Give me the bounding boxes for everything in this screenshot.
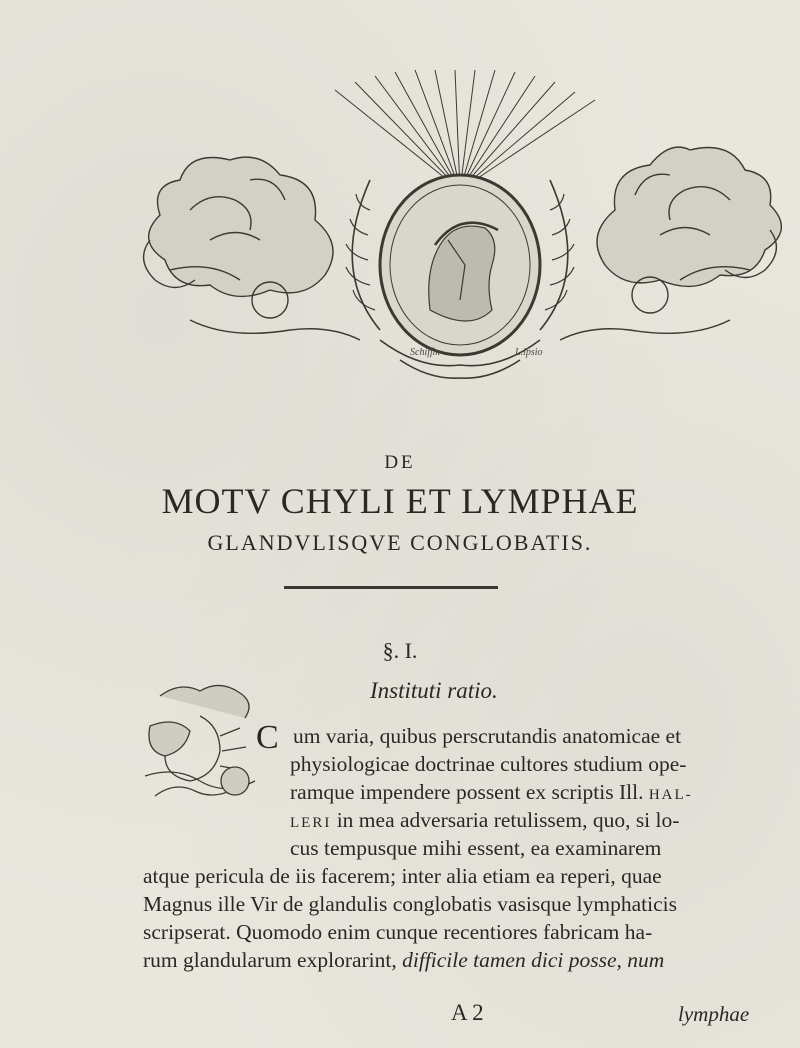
- body-line-9: [143, 948, 664, 973]
- author-name-part1: HAL-: [648, 787, 693, 803]
- engraver-signature-right: L.ipsio: [515, 347, 543, 358]
- body-line-3: [290, 780, 693, 805]
- body-line-9-text: rum glandularum explorarint,: [143, 948, 397, 972]
- title-de: DE: [384, 452, 416, 473]
- body-line-6: atque pericula de iis facerem; inter alia etiam ea reperi, quae: [143, 864, 662, 888]
- body-line-5: cus tempusque mihi essent, ea examinarem: [290, 836, 662, 860]
- body-line-9-italic: difficile tamen dici posse, num: [402, 948, 665, 972]
- drop-cap: C: [256, 719, 279, 756]
- body-line-4-text: in mea adversaria retulissem, quo, si lo-: [336, 808, 680, 832]
- body-line-2: physiologicae doctrinae cultores studium ope-: [290, 752, 687, 776]
- catchword: lymphae: [678, 1002, 750, 1026]
- ornamental-initial-engraving: [140, 676, 270, 806]
- body-line-4: [290, 808, 679, 833]
- body-line-1: um varia, quibus perscrutandis anatomicae et: [293, 724, 682, 748]
- body-line-3-text: ramque impendere possent ex scriptis Ill.: [290, 780, 644, 804]
- divider-rule: [284, 586, 498, 589]
- section-title: Instituti ratio.: [370, 678, 498, 703]
- cloud-scroll-right: [560, 147, 781, 340]
- section-number: §. I.: [382, 638, 418, 663]
- title-sub: GLANDVLISQVE CONGLOBATIS.: [207, 530, 593, 555]
- body-line-7: Magnus ille Vir de glandulis conglobatis vasisque lymphaticis: [143, 892, 677, 916]
- cloud-scroll-left: [144, 157, 360, 340]
- signature-mark: A 2: [451, 1000, 484, 1025]
- sunburst-rays: [335, 70, 595, 190]
- engraver-signature-left: Schiffm: [410, 347, 440, 358]
- body-line-8: scripserat. Quomodo enim cunque recentiores fabricam ha-: [143, 920, 653, 944]
- ornamental-headpiece-engraving: [130, 70, 790, 400]
- title-main: MOTV CHYLI ET LYMPHAE: [161, 481, 639, 521]
- author-name-part2: LERI: [290, 815, 332, 831]
